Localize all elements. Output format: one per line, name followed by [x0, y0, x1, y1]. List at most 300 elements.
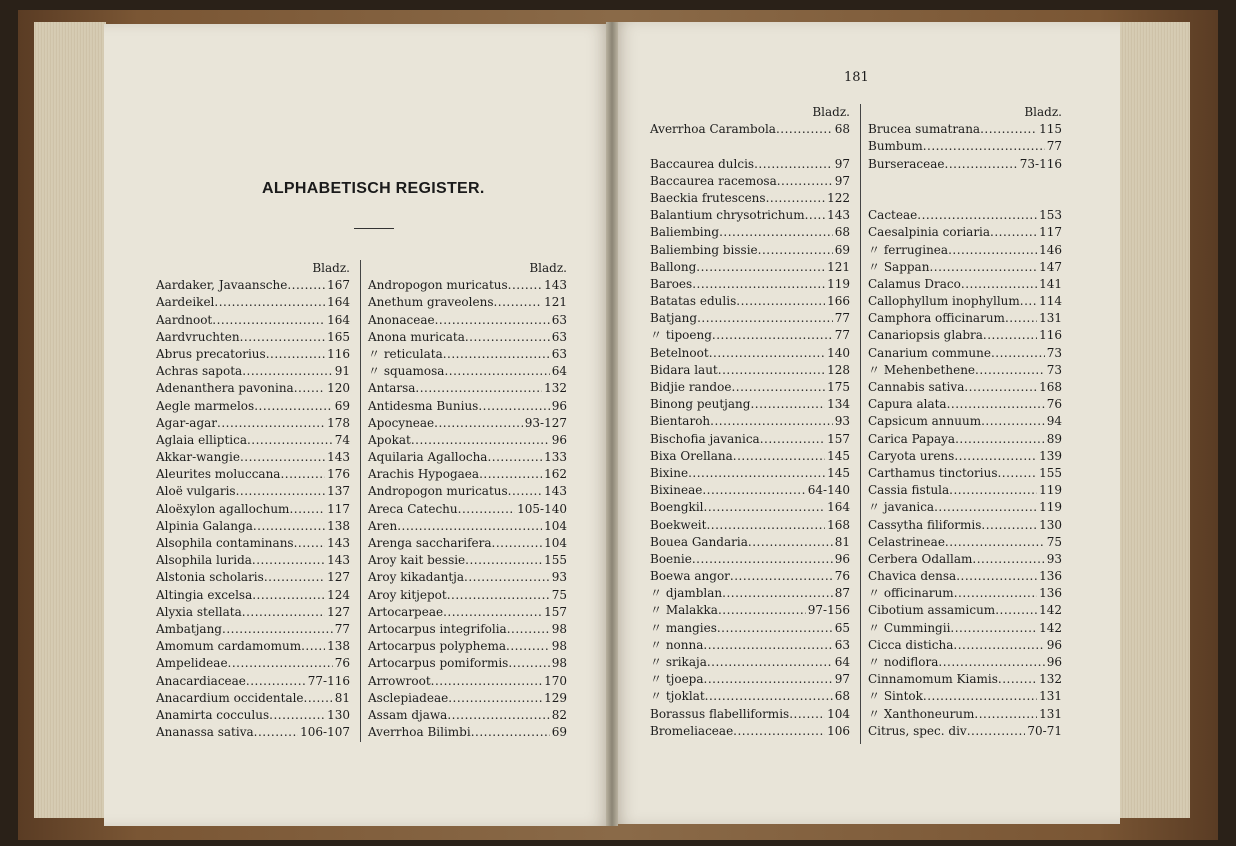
- index-entry: [156, 518, 350, 535]
- entry-page: 157: [827, 431, 850, 446]
- leader-dots: [444, 363, 549, 380]
- entry-page: 136: [1039, 569, 1062, 584]
- entry-name: Cassytha filiformis: [868, 517, 982, 532]
- entry-page: 170: [544, 673, 567, 688]
- page-number: 181: [844, 70, 869, 85]
- index-entry: [868, 671, 1062, 688]
- entry-page: 96: [551, 398, 567, 413]
- entry-name: 〃 squamosa: [368, 364, 445, 379]
- entry-page: 115: [1039, 122, 1062, 137]
- index-entry: [650, 482, 850, 499]
- entry-page: 127: [327, 604, 350, 619]
- entry-name: Ananassa sativa: [156, 725, 254, 740]
- leader-dots: [760, 431, 825, 448]
- leader-dots: [947, 396, 1045, 413]
- entry-name: Asclepiadeae: [368, 690, 449, 705]
- index-entry: [868, 207, 1062, 224]
- index-entry: [650, 448, 850, 465]
- entry-name: Bumbum: [868, 139, 923, 154]
- entry-name: Callophyllum inophyllum: [868, 294, 1020, 309]
- entry-name: Aroy kitjepot: [368, 587, 447, 602]
- entry-page: 97: [834, 173, 850, 188]
- leader-dots: [269, 707, 325, 724]
- leader-dots: [1005, 310, 1037, 327]
- leader-dots: [508, 655, 549, 672]
- leader-dots: [923, 138, 1045, 155]
- entry-name: Aardnoot: [156, 312, 213, 327]
- index-entry: [368, 518, 567, 535]
- entry-name: Aegle marmelos: [156, 398, 255, 413]
- leader-dots: [991, 345, 1045, 362]
- index-entry: [650, 517, 850, 534]
- index-entry: [368, 346, 567, 363]
- leader-dots: [287, 277, 325, 294]
- entry-page: 76: [1046, 397, 1062, 412]
- entry-page: 132: [544, 381, 567, 396]
- entry-name: Aquilaria Agallocha: [368, 450, 488, 465]
- entry-page: 124: [327, 587, 350, 602]
- entry-name: Boenie: [650, 551, 692, 566]
- entry-page: 164: [827, 500, 850, 515]
- entry-page: 168: [1039, 380, 1062, 394]
- entry-name: Anethum graveolens: [368, 295, 494, 310]
- entry-page: 94: [1046, 414, 1062, 429]
- entry-name: Bidara laut: [650, 362, 718, 377]
- entry-name: Aren: [368, 518, 398, 533]
- left-column-1: [156, 260, 350, 741]
- entry-page: 142: [1039, 603, 1062, 618]
- entry-name: Cerbera Odallam: [868, 551, 973, 566]
- leader-dots: [443, 604, 542, 621]
- entry-page: 106: [827, 723, 850, 738]
- entry-name: Aardvruchten: [156, 329, 240, 344]
- leader-dots: [964, 379, 1037, 396]
- index-entry: [156, 552, 350, 569]
- entry-name: Carica Papaya: [868, 431, 956, 446]
- entry-page: 96: [1046, 655, 1062, 669]
- entry-page: 141: [1039, 276, 1062, 291]
- leader-dots: [719, 224, 833, 241]
- entry-name: 〃 Cummingii: [868, 620, 951, 635]
- index-entry: [868, 345, 1062, 362]
- entry-page: 175: [827, 380, 850, 394]
- entry-page: 117: [327, 501, 350, 516]
- entry-page: 81: [334, 690, 350, 705]
- index-entry: [368, 449, 567, 466]
- entry-page: 157: [544, 604, 567, 619]
- index-entry: [868, 499, 1062, 516]
- entry-name: Averrhoa Carambola: [650, 122, 776, 137]
- entry-name: Apokat: [368, 432, 411, 447]
- entry-page: 146: [1039, 242, 1062, 257]
- leader-dots: [252, 587, 325, 604]
- leader-dots: [950, 620, 1037, 637]
- entry-name: Arenga saccharifera: [368, 536, 492, 550]
- entry-page: 77: [834, 311, 850, 326]
- leader-dots: [707, 654, 833, 671]
- index-entry: [868, 310, 1062, 327]
- leader-dots: [434, 415, 523, 432]
- index-entry: [650, 568, 850, 585]
- index-entry: [368, 707, 567, 724]
- index-entry: [156, 535, 350, 552]
- entry-name: Aloëxylon agallochum: [156, 501, 290, 516]
- index-entry: [156, 569, 350, 586]
- leader-dots: [972, 551, 1044, 568]
- entry-name: Chavica densa: [868, 569, 957, 584]
- entry-page: 97-156: [807, 603, 850, 618]
- column-header: Bladz.: [529, 261, 567, 275]
- index-entry: [868, 379, 1062, 396]
- index-entry: [868, 431, 1062, 448]
- entry-page: 116: [327, 346, 350, 361]
- index-entry: [156, 621, 350, 638]
- column-divider-right: [860, 104, 861, 744]
- index-entry: [368, 535, 567, 552]
- column-header: Bladz.: [312, 261, 350, 275]
- entry-page: 139: [1039, 448, 1062, 463]
- index-entry: [368, 398, 567, 415]
- index-entry: [156, 277, 350, 294]
- entry-page: 143: [327, 450, 350, 465]
- entry-name: Altingia excelsa: [156, 587, 253, 602]
- leader-dots: [507, 621, 550, 638]
- index-entry: [650, 259, 850, 276]
- index-entry: [156, 294, 350, 311]
- leader-dots: [709, 345, 825, 362]
- entry-name: Anona muricata: [368, 329, 465, 344]
- entry-name: Aleurites moluccana: [156, 467, 281, 482]
- entry-name: Andropogon muricatus: [368, 484, 508, 499]
- index-entry: [156, 673, 350, 690]
- leader-dots: [975, 362, 1045, 379]
- entry-page: 155: [544, 553, 567, 568]
- leader-dots: [217, 415, 325, 432]
- entry-page: 93: [551, 570, 567, 585]
- index-entry: [868, 706, 1062, 723]
- index-entry: [868, 121, 1062, 138]
- index-entry: [868, 585, 1062, 602]
- entry-name: Bischofia javanica: [650, 431, 760, 446]
- entry-page: 145: [827, 448, 850, 463]
- entry-name: Cassia fistula: [868, 483, 950, 498]
- entry-name: Aloë vulgaris: [156, 484, 236, 499]
- entry-page: 130: [327, 707, 350, 722]
- leader-dots: [289, 501, 325, 518]
- leader-dots: [280, 466, 325, 483]
- leader-dots: [508, 277, 542, 294]
- index-entry: [156, 466, 350, 483]
- leader-dots: [242, 604, 325, 621]
- leader-dots: [776, 121, 833, 138]
- index-entry: [368, 501, 567, 518]
- leader-dots: [252, 552, 325, 569]
- entry-page: 98: [551, 621, 567, 636]
- entry-name: Camphora officinarum: [868, 311, 1005, 326]
- entry-page: 64-140: [807, 483, 850, 498]
- index-entry: [650, 190, 850, 207]
- entry-name: Cinnamomum Kiamis: [868, 672, 998, 687]
- entry-page: 70-71: [1027, 723, 1062, 738]
- index-entry: [368, 655, 567, 672]
- entry-page: 142: [1039, 620, 1062, 635]
- entry-page: 143: [827, 208, 850, 223]
- index-entry: [156, 655, 350, 672]
- entry-page: 74: [334, 432, 350, 447]
- leader-dots: [777, 173, 833, 190]
- entry-page: 73: [1046, 362, 1062, 377]
- entry-name: Anonaceae: [368, 312, 435, 327]
- leader-dots: [492, 535, 543, 552]
- index-entry: [368, 312, 567, 329]
- leader-dots: [736, 293, 825, 310]
- entry-name: Bidjie randoe: [650, 380, 732, 394]
- page-edges-right: [1118, 22, 1190, 818]
- entry-page: 97: [834, 672, 850, 687]
- leader-dots: [974, 706, 1037, 723]
- entry-name: Capura alata: [868, 397, 947, 412]
- entry-page: 138: [327, 518, 350, 533]
- leader-dots: [718, 362, 825, 379]
- leader-dots: [222, 621, 333, 638]
- entry-page: 119: [827, 276, 850, 291]
- index-entry: [368, 690, 567, 707]
- index-entry: [368, 587, 567, 604]
- entry-name: Bixineae: [650, 483, 703, 498]
- entry-name: Carthamus tinctorius: [868, 465, 998, 480]
- leader-dots: [710, 413, 833, 430]
- entry-name: 〃 Malakka: [650, 603, 718, 618]
- leader-dots: [471, 724, 550, 741]
- entry-name: 〃 nonna: [650, 637, 704, 652]
- index-entry: [368, 329, 567, 346]
- leader-dots: [702, 482, 805, 499]
- index-entry: [650, 173, 850, 190]
- leader-dots: [945, 534, 1045, 551]
- leader-dots: [294, 380, 325, 397]
- index-entry: [650, 602, 850, 619]
- entry-page: 130: [1039, 517, 1062, 532]
- entry-page: 64: [551, 364, 567, 379]
- entry-name: Bromeliaceae: [650, 723, 734, 738]
- entry-name: Burseraceae: [868, 156, 945, 171]
- entry-name: 〃 nodiflora: [868, 655, 939, 669]
- entry-name: Borassus flabelliformis: [650, 706, 790, 721]
- entry-name: Cibotium assamicum: [868, 603, 996, 618]
- index-entry: [868, 242, 1062, 259]
- index-entry: [868, 156, 1062, 173]
- leader-dots: [697, 310, 833, 327]
- entry-name: Antarsa: [368, 381, 416, 396]
- entry-page: 165: [327, 329, 350, 344]
- index-entry: [368, 466, 567, 483]
- entry-page: 104: [544, 518, 567, 533]
- index-entry: [868, 276, 1062, 293]
- index-entry: [368, 363, 567, 380]
- index-entry: [868, 654, 1062, 671]
- entry-name: 〃 tjoklat: [650, 689, 705, 704]
- index-entry: [650, 723, 850, 740]
- index-entry: [650, 688, 850, 705]
- entry-name: 〃 javanica: [868, 500, 935, 515]
- entry-page: 98: [551, 656, 567, 671]
- index-entry: [868, 465, 1062, 482]
- entry-name: Capsicum annuum: [868, 414, 982, 429]
- entry-page: 143: [327, 536, 350, 550]
- leader-dots: [758, 242, 833, 259]
- entry-page: 68: [834, 122, 850, 137]
- entry-name: Arachis Hypogaea: [368, 467, 480, 482]
- leader-dots: [733, 723, 825, 740]
- index-entry: [156, 415, 350, 432]
- entry-page: 96: [551, 432, 567, 447]
- index-entry: [868, 224, 1062, 241]
- entry-page: 128: [827, 362, 850, 377]
- index-entry: [650, 637, 850, 654]
- entry-page: 93: [1046, 551, 1062, 566]
- leader-dots: [431, 673, 542, 690]
- entry-name: 〃 djamblan: [650, 586, 723, 601]
- index-entry: [368, 724, 567, 741]
- entry-name: Canarium commune: [868, 345, 991, 360]
- index-entry: [368, 277, 567, 294]
- entry-page: 167: [327, 278, 350, 293]
- entry-name: Ballong: [650, 259, 697, 274]
- leader-dots: [712, 327, 833, 344]
- index-entry: [368, 432, 567, 449]
- entry-page: 82: [551, 707, 567, 722]
- entry-page: 104: [544, 536, 567, 550]
- index-spacer: [868, 190, 1062, 207]
- entry-name: Areca Catechu: [368, 501, 458, 516]
- leader-dots: [961, 276, 1037, 293]
- index-entry: [868, 602, 1062, 619]
- leader-dots: [508, 483, 542, 500]
- right-column-2: [868, 104, 1062, 740]
- entry-name: Aglaia elliptica: [156, 432, 247, 447]
- entry-name: Artocarpus integrifolia: [368, 621, 507, 636]
- entry-name: Batatas edulis: [650, 294, 737, 309]
- entry-page: 176: [327, 467, 350, 482]
- leader-dots: [465, 329, 550, 346]
- entry-name: Boekweit: [650, 517, 707, 532]
- leader-dots: [981, 517, 1037, 534]
- entry-name: Adenanthera pavonina: [156, 381, 294, 396]
- index-entry: [368, 604, 567, 621]
- leader-dots: [953, 637, 1044, 654]
- leader-dots: [945, 156, 1018, 173]
- index-entry: [368, 380, 567, 397]
- leader-dots: [731, 379, 825, 396]
- leader-dots: [493, 294, 542, 311]
- entry-name: Alpinia Galanga: [156, 518, 253, 533]
- index-entry: [650, 362, 850, 379]
- index-entry: [650, 431, 850, 448]
- entry-page: 77: [334, 621, 350, 636]
- leader-dots: [253, 518, 325, 535]
- index-entry: [156, 432, 350, 449]
- entry-page: 134: [827, 397, 850, 412]
- leader-dots: [967, 723, 1026, 740]
- entry-page: 76: [334, 656, 350, 671]
- leader-dots: [717, 620, 833, 637]
- index-entry: [156, 398, 350, 415]
- column-header: Bladz.: [812, 105, 850, 119]
- entry-name: Bixa Orellana: [650, 448, 733, 463]
- entry-page: 119: [1039, 483, 1062, 498]
- leader-dots: [236, 483, 326, 500]
- entry-name: Artocarpeae: [368, 604, 444, 619]
- entry-page: 131: [1039, 689, 1062, 704]
- leader-dots: [938, 654, 1044, 671]
- entry-name: Assam djawa: [368, 707, 448, 722]
- leader-dots: [448, 690, 542, 707]
- leader-dots: [997, 465, 1037, 482]
- entry-name: Calamus Draco: [868, 276, 961, 291]
- leader-dots: [703, 637, 832, 654]
- index-entry: [868, 482, 1062, 499]
- index-entry: [650, 310, 850, 327]
- leader-dots: [954, 448, 1037, 465]
- index-entry: [650, 121, 850, 138]
- entry-page: 143: [544, 484, 567, 499]
- entry-page: 116: [1039, 328, 1062, 343]
- entry-page: 69: [834, 242, 850, 257]
- leader-dots: [506, 638, 550, 655]
- leader-dots: [266, 346, 325, 363]
- entry-page: 68: [834, 689, 850, 704]
- entry-page: 63: [551, 346, 567, 361]
- index-entry: [156, 329, 350, 346]
- index-entry: [868, 413, 1062, 430]
- leader-dots: [805, 207, 826, 224]
- entry-name: Baliembing bissie: [650, 242, 758, 257]
- index-entry: [156, 483, 350, 500]
- index-entry: [156, 604, 350, 621]
- index-entry: [868, 568, 1062, 585]
- entry-page: 96: [834, 551, 850, 566]
- leader-dots: [240, 449, 325, 466]
- entry-page: 132: [1039, 672, 1062, 687]
- entry-page: 105-140: [517, 501, 567, 516]
- entry-name: 〃 ferruginea: [868, 242, 949, 257]
- entry-page: 104: [827, 706, 850, 721]
- index-entry: [650, 396, 850, 413]
- index-entry: [368, 483, 567, 500]
- entry-page: 166: [827, 294, 850, 309]
- entry-name: Aardeikel: [156, 295, 215, 310]
- index-entry: [156, 346, 350, 363]
- entry-page: 162: [544, 467, 567, 482]
- leader-dots: [478, 398, 549, 415]
- leader-dots: [228, 655, 333, 672]
- entry-name: 〃 srikaja: [650, 655, 707, 669]
- index-entry: [868, 138, 1062, 155]
- leader-dots: [718, 602, 806, 619]
- entry-name: Amomum cardamomum: [156, 639, 302, 654]
- index-entry: [650, 293, 850, 310]
- entry-name: Citrus, spec. div: [868, 723, 967, 738]
- entry-page: 131: [1039, 311, 1062, 326]
- entry-name: 〃 Sappan: [868, 259, 930, 274]
- entry-name: Cacteae: [868, 208, 918, 223]
- entry-name: Agar-agar: [156, 415, 218, 430]
- index-entry: [368, 638, 567, 655]
- index-entry: [650, 465, 850, 482]
- leader-dots: [246, 673, 306, 690]
- entry-page: 168: [827, 517, 850, 532]
- page-edges-left: [34, 22, 106, 818]
